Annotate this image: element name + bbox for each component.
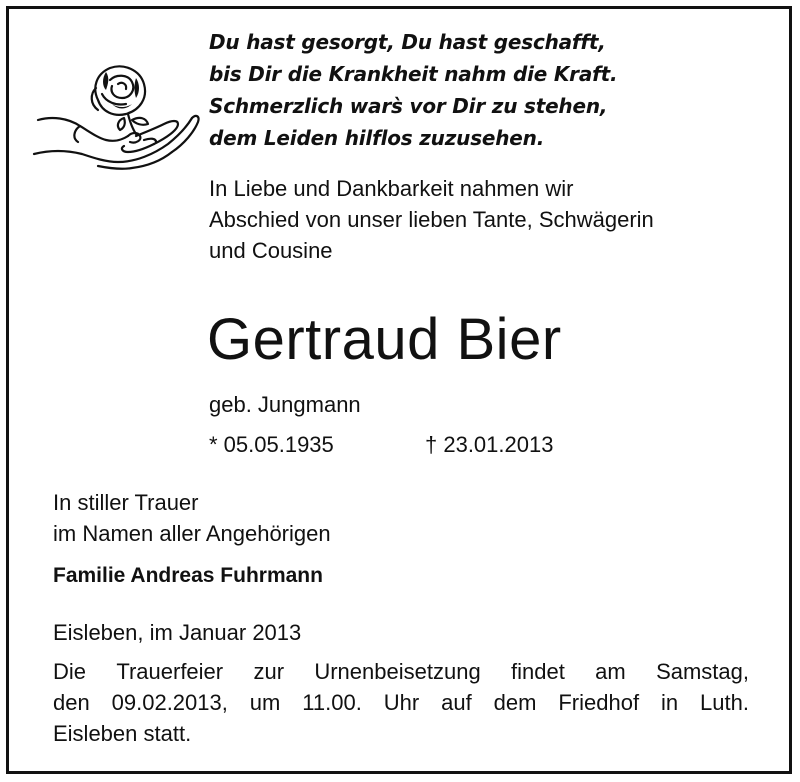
death-date: † 23.01.2013	[425, 432, 554, 457]
notice-word: 11.00.	[302, 690, 362, 715]
mourners-text	[53, 487, 331, 549]
notice-word: Trauerfeier	[116, 659, 224, 684]
family-name: Familie Andreas Fuhrmann	[53, 564, 323, 587]
poem-line: Schmerzlich wars̀ vor Dir zu stehen,	[209, 94, 608, 118]
rose-in-hands-icon	[32, 58, 204, 178]
intro-line: Abschied von unser lieben Tante, Schwägerin	[209, 207, 654, 232]
notice-word: am	[595, 659, 626, 684]
notice-word: Die	[53, 659, 87, 684]
notice-word: dem	[493, 690, 537, 715]
notice-word: Urnenbeisetzung	[314, 659, 481, 684]
deceased-name: Gertraud Bier	[207, 307, 562, 372]
notice-line	[53, 687, 749, 718]
mourners-line: im Namen aller Angehörigen	[53, 521, 331, 546]
notice-word: findet	[511, 659, 565, 684]
notice-word: auf	[441, 690, 472, 715]
mourners-line: In stiller Trauer	[53, 490, 199, 515]
notice-word: den	[53, 690, 90, 715]
birth-date: * 05.05.1935	[209, 432, 334, 457]
notice-word: Samstag,	[656, 659, 749, 684]
intro-text	[209, 173, 654, 266]
maiden-name: geb. Jungmann	[209, 392, 361, 417]
poem-line: dem Leiden hilflos zuzusehen.	[209, 126, 545, 150]
intro-line: und Cousine	[209, 238, 333, 263]
memorial-poem	[209, 26, 617, 154]
poem-line: bis Dir die Krankheit nahm die Kraft.	[209, 62, 618, 86]
notice-line	[53, 656, 749, 687]
notice-word: Luth.	[700, 690, 749, 715]
place-date: Eisleben, im Januar 2013	[53, 620, 302, 645]
poem-line: Du hast gesorgt, Du hast geschafft,	[209, 30, 606, 54]
notice-word: zur	[253, 659, 285, 684]
intro-line: In Liebe und Dankbarkeit nahmen wir	[209, 176, 574, 201]
notice-word: Friedhof	[558, 690, 640, 715]
funeral-notice	[53, 656, 749, 749]
notice-line: Eisleben statt.	[53, 721, 192, 746]
notice-word: um	[249, 690, 281, 715]
notice-word: 09.02.2013,	[111, 690, 228, 715]
notice-word: Uhr	[383, 690, 420, 715]
notice-word: in	[661, 690, 679, 715]
